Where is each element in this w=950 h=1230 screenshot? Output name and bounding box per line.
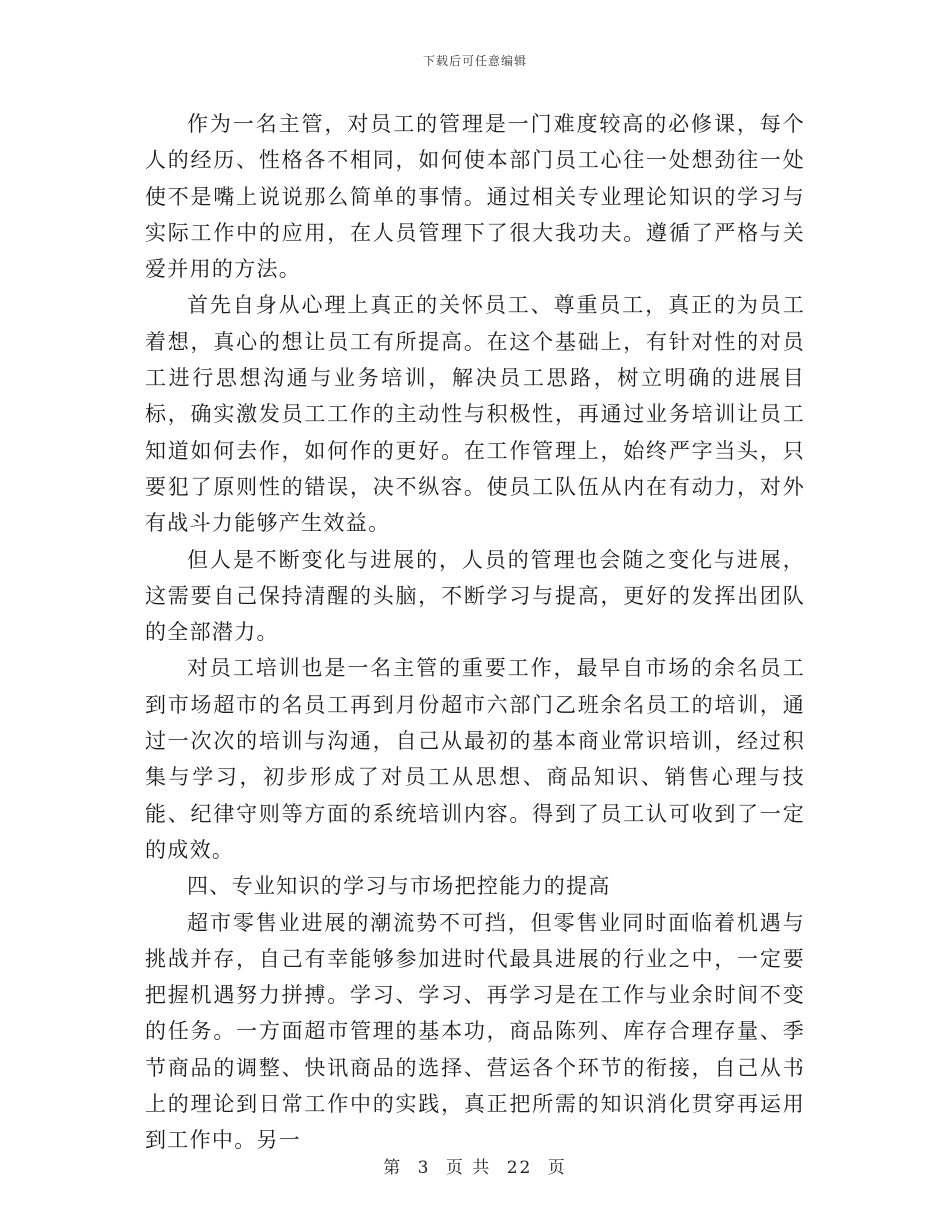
paragraph-5: 超市零售业进展的潮流势不可挡，但零售业同时面临着机遇与挑战并存，自己有幸能够参加进时代最具进展的行业之中，一定要把握机遇努力拼搏。学习、学习、再学习是在工作与业余时间不变的任务。一方面超市管理的基本功，商品陈列、库存合理存量、季节商品的调整、快讯商品的选择、营运各个环节的衔接，自己从书上的理论到日常工作中的实践，真正把所需的知识消化贯穿再运用到工作中。另一 (145, 910, 805, 1153)
footer-suffix: 页 (547, 1158, 567, 1178)
page-header: 下载后可任意编辑 (422, 54, 527, 68)
paragraph-1: 作为一名主管，对员工的管理是一门难度较高的必修课，每个人的经历、性格各不相同，如何使本部门员工心往一处想劲往一处使不是嘴上说说那么简单的事情。通过相关专业理论知识的学习与实际工作中的应用，在人员管理下了很大我功夫。遵循了严格与关爱并用的方法。 (145, 112, 805, 282)
document-body (145, 106, 805, 1159)
paragraph-4: 对员工培训也是一名主管的重要工作，最早自市场的余名员工到市场超市的名员工再到月份超市六部门乙班余名员工的培训，通过一次次的培训与沟通，自己从最初的基本商业常识培训，经过积集与学习，初步形成了对员工从思想、商品知识、销售心理与技能、纪律守则等方面的系统培训内容。得到了员工认可收到了一定的成效。 (145, 656, 805, 862)
section-heading: 四、专业知识的学习与市场把控能力的提高 (187, 874, 611, 899)
paragraph-3: 但人是不断变化与进展的，人员的管理也会随之变化与进展，这需要自己保持清醒的头脑，不断学习与提高，更好的发挥出团队的全部潜力。 (145, 547, 805, 645)
footer-middle: 页 共 (445, 1158, 492, 1178)
current-page-number: 3 (417, 1158, 431, 1178)
paragraph-2: 首先自身从心理上真正的关怀员工、尊重员工，真正的为员工着想，真心的想让员工有所提高。在这个基础上，有针对性的对员工进行思想沟通与业务培训，解决员工思路，树立明确的进展目标，确实激发员工工作的主动性与积极性，再通过业务培训让员工知道如何去作，如何作的更好。在工作管理上，始终严字当头，只要犯了原则性的错误，决不纵容。使员工队伍从内在有动力，对外有战斗力能够产生效益。 (145, 293, 805, 536)
page-footer (0, 1153, 950, 1178)
footer-prefix: 第 (383, 1158, 403, 1178)
total-page-count: 22 (506, 1158, 533, 1178)
